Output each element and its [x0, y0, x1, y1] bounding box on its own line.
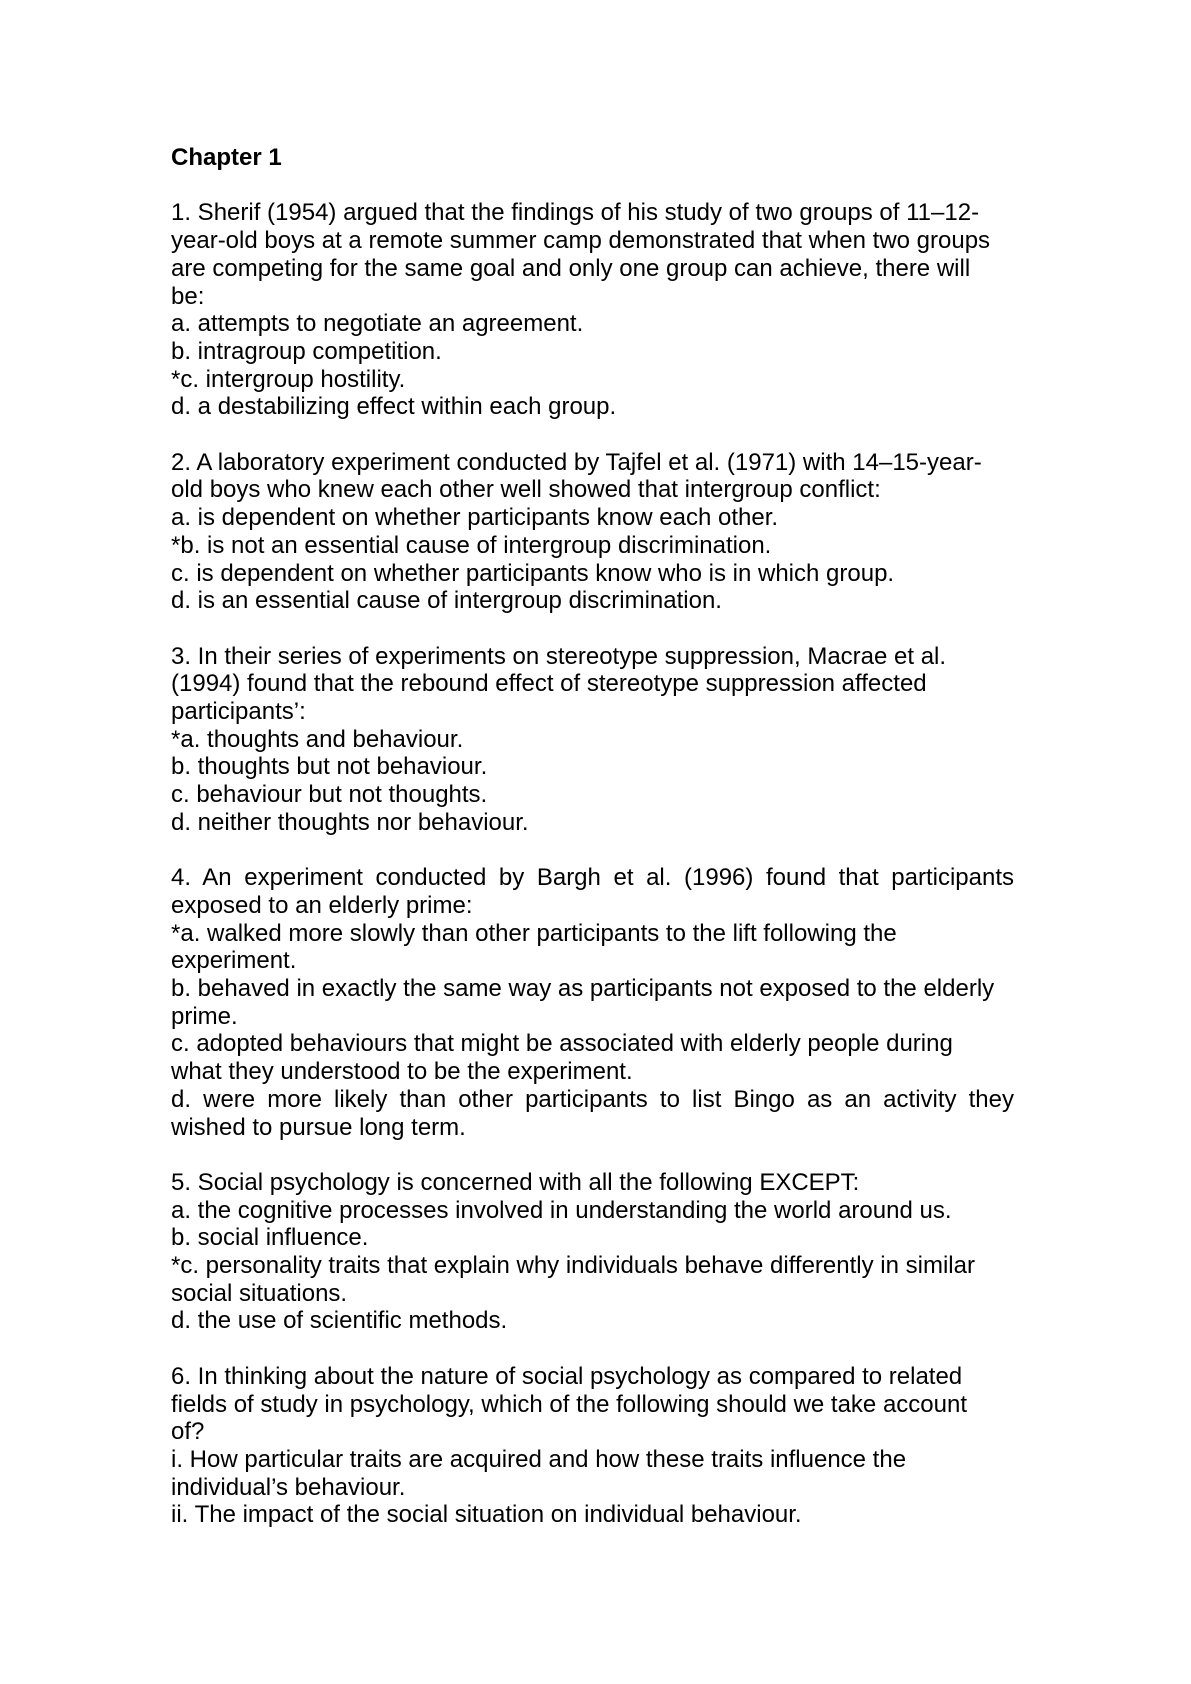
text-line: prime. — [171, 1002, 238, 1030]
text-line: b. behaved in exactly the same way as participants not exposed to the elderly — [171, 975, 995, 1003]
text-line: 5. Social psychology is concerned with all the following EXCEPT: — [171, 1168, 860, 1196]
text-line: d. the use of scientific methods. — [171, 1307, 508, 1335]
text-line: c. behaviour but not thoughts. — [171, 781, 488, 809]
question-block — [171, 864, 1014, 1141]
question-block — [171, 199, 1014, 421]
text-line: 6. In thinking about the nature of social psychology as compared to related — [171, 1362, 963, 1390]
text-content — [171, 144, 1014, 1529]
text-line: a. is dependent on whether participants know each other. — [171, 504, 779, 532]
text-line: a. the cognitive processes involved in understanding the world around us. — [171, 1196, 952, 1224]
chapter-title: Chapter 1 — [171, 144, 282, 171]
text-line: 1. Sherif (1954) argued that the findings of his study of two groups of 11–12- — [171, 199, 980, 227]
text-line: participants’: — [171, 698, 306, 726]
text-line: are competing for the same goal and only one group can achieve, there will — [171, 254, 971, 282]
text-line: social situations. — [171, 1279, 348, 1307]
text-line: *b. is not an essential cause of intergroup discrimination. — [171, 531, 772, 559]
text-line: fields of study in psychology, which of the following should we take account — [171, 1390, 968, 1418]
text-line: *c. personality traits that explain why individuals behave differently in similar — [171, 1252, 975, 1280]
question-block — [171, 643, 1014, 837]
text-line: what they understood to be the experiment. — [171, 1058, 633, 1086]
text-line: 2. A laboratory experiment conducted by Tajfel et al. (1971) with 14–15-year- — [171, 448, 982, 476]
text-line: old boys who knew each other well showed that intergroup conflict: — [171, 476, 881, 504]
text-line: exposed to an elderly prime: — [171, 891, 473, 919]
question-block — [171, 449, 1014, 615]
text-line: be: — [171, 282, 205, 310]
text-line: *c. intergroup hostility. — [171, 365, 406, 393]
questions-container — [171, 199, 1014, 1529]
text-line: c. is dependent on whether participants know who is in which group. — [171, 559, 895, 587]
text-line: i. How particular traits are acquired and how these traits influence the — [171, 1445, 907, 1473]
text-line: b. social influence. — [171, 1224, 369, 1252]
text-line: *a. thoughts and behaviour. — [171, 725, 464, 753]
text-line: wished to pursue long term. — [171, 1113, 466, 1141]
text-line: c. adopted behaviours that might be associated with elderly people during — [171, 1030, 953, 1058]
question-block — [171, 1169, 1014, 1335]
text-line: ii. The impact of the social situation on individual behaviour. — [171, 1501, 802, 1529]
text-line: a. attempts to negotiate an agreement. — [171, 310, 584, 338]
text-line: 3. In their series of experiments on stereotype suppression, Macrae et al. — [171, 642, 947, 670]
text-line: d. neither thoughts nor behaviour. — [171, 808, 529, 836]
text-line: d. a destabilizing effect within each group. — [171, 393, 617, 421]
text-line: experiment. — [171, 947, 297, 975]
text-line: individual’s behaviour. — [171, 1473, 406, 1501]
text-line: 4. An experiment conducted by Bargh et al. (1996) found that participants — [171, 864, 1014, 892]
text-line: (1994) found that the rebound effect of stereotype suppression affected — [171, 670, 927, 698]
text-line: d. were more likely than other participants to list Bingo as an activity they — [171, 1085, 1014, 1113]
text-line: of? — [171, 1418, 205, 1446]
text-line: d. is an essential cause of intergroup discrimination. — [171, 587, 722, 615]
text-line: b. intragroup competition. — [171, 337, 442, 365]
question-block — [171, 1363, 1014, 1529]
text-line: *a. walked more slowly than other participants to the lift following the — [171, 919, 897, 947]
text-line: year-old boys at a remote summer camp demonstrated that when two groups — [171, 227, 991, 255]
text-line: b. thoughts but not behaviour. — [171, 753, 488, 781]
